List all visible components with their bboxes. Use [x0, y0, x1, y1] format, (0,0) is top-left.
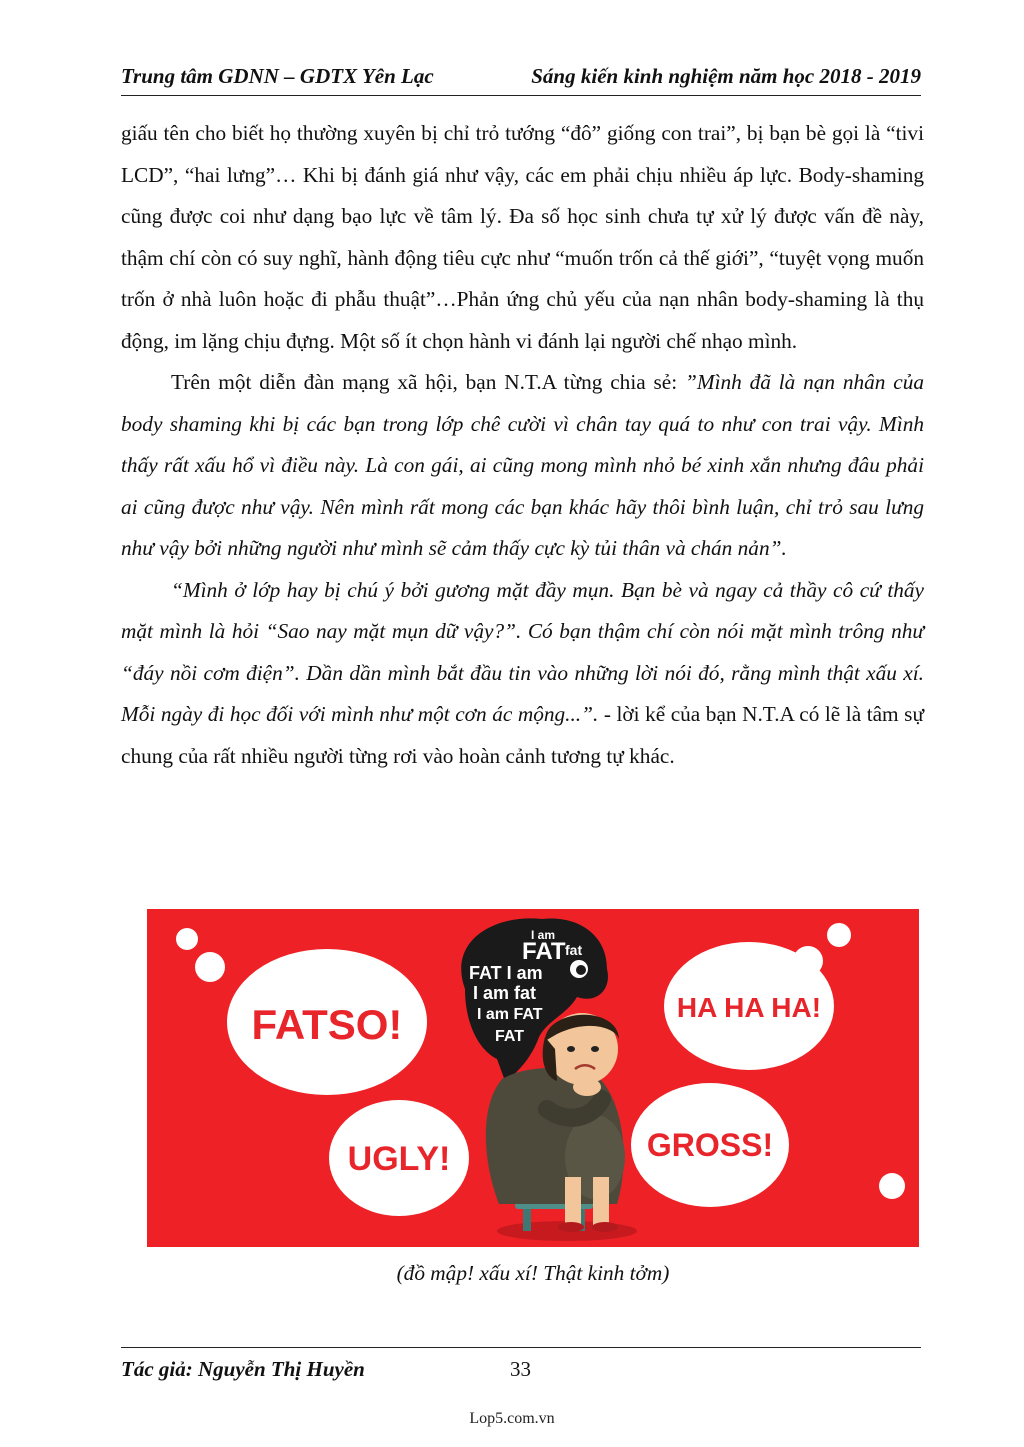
bubble-text-fatso: FATSO! [251, 1001, 403, 1048]
cloud-word-3: fat [565, 942, 583, 958]
bubble-text-haha: HA HA HA! [676, 992, 822, 1023]
header-institution: Trung tâm GDNN – GDTX Yên Lạc [121, 64, 434, 88]
header-divider [121, 95, 921, 96]
paragraph-3 [121, 570, 924, 778]
footer-author: Tác giả: Nguyễn Thị Huyền [121, 1357, 365, 1381]
watermark-site: Lop5.com.vn [469, 1410, 555, 1427]
paragraph-1: giấu tên cho biết họ thường xuyên bị chỉ trỏ tướng “đô” giống con trai”, bị bạn bè gọi là “tivi LCD”, “hai lưng”… Khi bị đánh giá như vậy, các em phải chịu nhiều áp lực. Body-shaming cũng được coi như dạng bạo lực về tâm lý. Đa số học sinh chưa tự xử lý được vấn đề này, thậm chí còn có suy nghĩ, hành động tiêu cực như “muốn trốn cả thế giới”, “tuyệt vọng muốn trốn ở nhà luôn hoặc đi phẫu thuật”…Phản ứng chủ yếu của nạn nhân body-shaming là thụ động, im lặng chịu đựng. Một số ít chọn hành vi đánh lại người chế nhạo mình. [121, 121, 924, 353]
paragraph-2-quote: ”Mình đã là nạn nhân của body shaming khi bị các bạn trong lớp chê cười vì chân tay quá to như con trai vậy. Mình thấy rất xấu hổ vì điều này. Là con gái, ai cũng mong mình nhỏ bé xinh xắn nhưng đâu phải ai cũng được như vậy. Nên mình rất mong các bạn khác hãy thôi bình luận, chỉ trỏ sau lưng như vậy bởi những người như mình sẽ cảm thấy cực kỳ tủi thân và chán nản”. [121, 370, 925, 560]
footer-divider [121, 1347, 921, 1348]
cloud-word-5: I am fat [473, 983, 537, 1003]
header-title: Sáng kiến kinh nghiệm năm học 2018 - 2019 [531, 64, 921, 88]
paragraph-3-tail: - lời kể của bạn N.T.A có lẽ là tâm sự chung của rất nhiều người từng rơi vào hoàn cảnh tương tự khác. [121, 702, 924, 768]
page-header [121, 60, 921, 94]
bubble-text-gross: GROSS! [646, 1127, 774, 1163]
cloud-word-4: FAT I am [469, 963, 543, 983]
paragraph-2-lead: Trên một diễn đàn mạng xã hội, bạn N.T.A từng chia sẻ: [171, 370, 685, 394]
cloud-word-7: FAT [495, 1028, 525, 1045]
speech-bubble-ugly [329, 1100, 469, 1216]
cloud-word-1: I am [531, 928, 556, 942]
body-shaming-illustration [147, 909, 919, 1247]
figure-caption: (đồ mập! xấu xí! Thật kinh tởm) [396, 1261, 670, 1285]
body-text [121, 113, 924, 777]
paragraph-3-quote: “Mình ở lớp hay bị chú ý bởi gương mặt đầy mụn. Bạn bè và ngay cả thầy cô cứ thấy mặt mình là hỏi “Sao nay mặt mụn dữ vậy?”. Có bạn thậm chí còn nói mặt mình trông như “đáy nồi cơm điện”. Dần dần mình bắt đầu tin vào những lời nói đó, rằng mình thật xấu xí. Mỗi ngày đi học đối với mình như một cơn ác mộng...”. [121, 577, 924, 726]
cloud-word-2: FAT [522, 938, 566, 965]
paragraph-2 [121, 362, 924, 570]
page-number: 33 [510, 1357, 531, 1381]
bubble-text-ugly: UGLY! [347, 1140, 451, 1178]
cloud-word-6: I am FAT [477, 1006, 543, 1023]
